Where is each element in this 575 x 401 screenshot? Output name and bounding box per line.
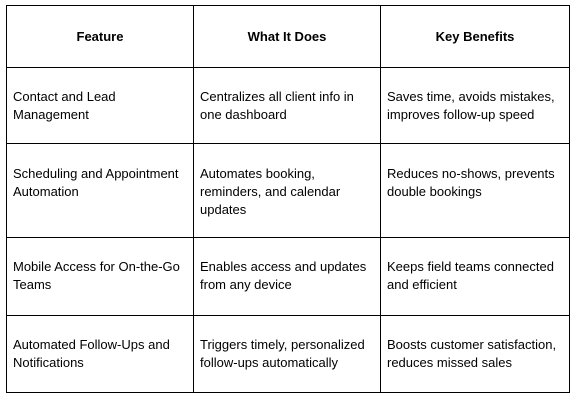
comparison-table-container	[6, 5, 570, 393]
what-it-does-cell: Triggers timely, personalized follow-ups automatically	[194, 316, 381, 393]
what-it-does-cell: Automates booking, reminders, and calendar updates	[194, 144, 381, 238]
what-it-does-cell: Centralizes all client info in one dashboard	[194, 68, 381, 144]
key-benefits-cell: Keeps field teams connected and efficient	[381, 238, 570, 316]
what-it-does-cell: Enables access and updates from any device	[194, 238, 381, 316]
table-row	[7, 316, 570, 393]
feature-cell: Mobile Access for On-the-Go Teams	[7, 238, 194, 316]
feature-cell: Automated Follow-Ups and Notifications	[7, 316, 194, 393]
header-what-it-does: What It Does	[194, 6, 381, 68]
table-header-row	[7, 6, 570, 68]
table-row	[7, 238, 570, 316]
comparison-table	[6, 5, 570, 393]
header-feature: Feature	[7, 6, 194, 68]
feature-cell: Scheduling and Appointment Automation	[7, 144, 194, 238]
feature-cell: Contact and Lead Management	[7, 68, 194, 144]
table-row	[7, 68, 570, 144]
key-benefits-cell: Reduces no-shows, prevents double bookings	[381, 144, 570, 238]
table-row	[7, 144, 570, 238]
key-benefits-cell: Saves time, avoids mistakes, improves follow-up speed	[381, 68, 570, 144]
header-key-benefits: Key Benefits	[381, 6, 570, 68]
key-benefits-cell: Boosts customer satisfaction, reduces missed sales	[381, 316, 570, 393]
